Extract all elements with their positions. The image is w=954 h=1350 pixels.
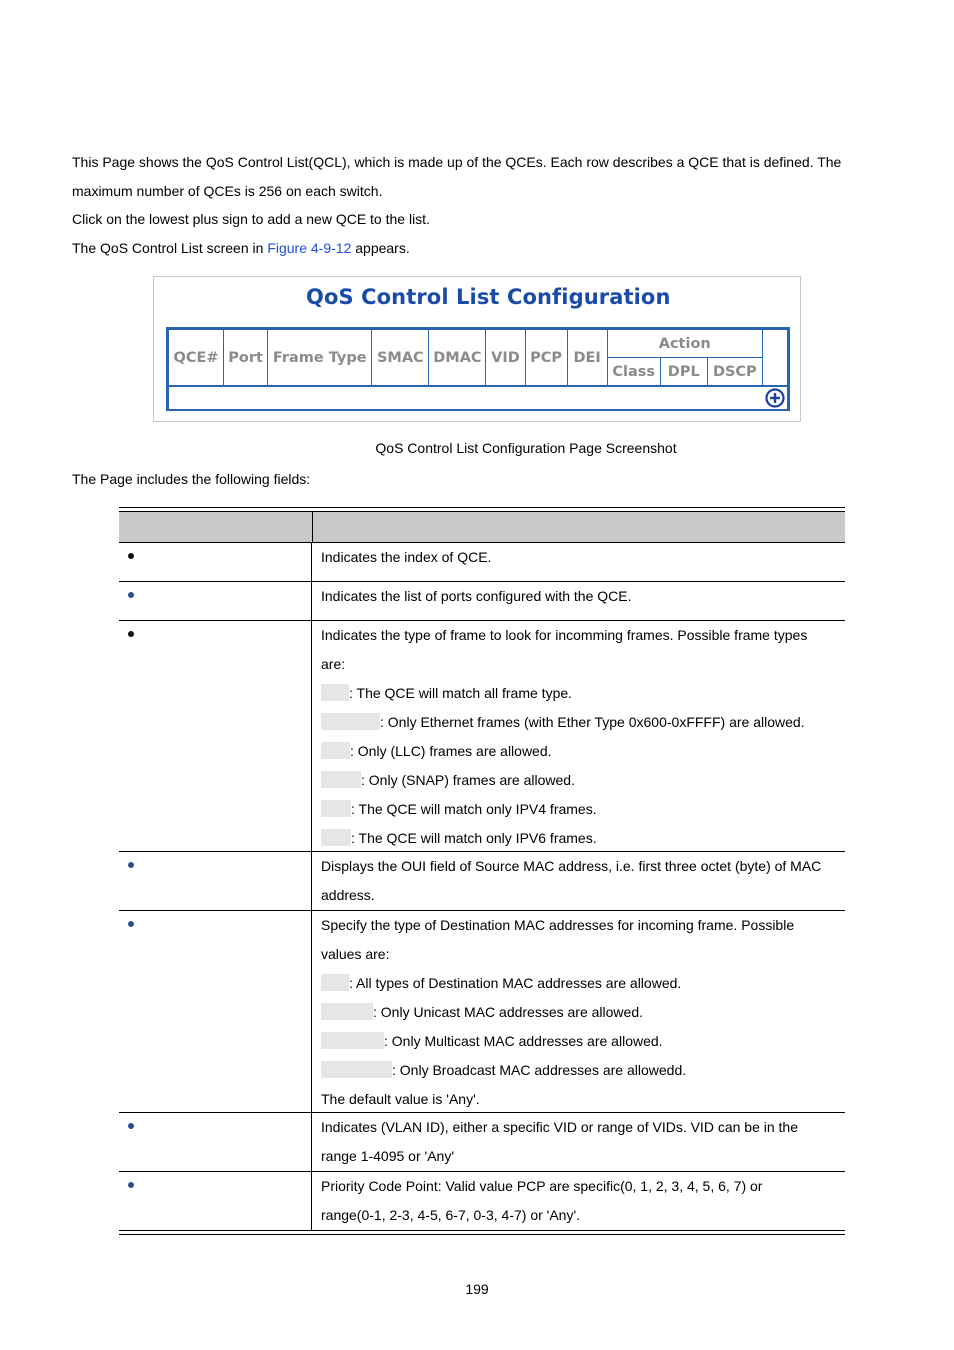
option-item: : Only (LLC) frames are allowed.: [321, 737, 845, 766]
row-description: Priority Code Point: Valid value PCP are specific(0, 1, 2, 3, 4, 5, 6, 7) or: [321, 1178, 763, 1194]
option-item: : Only Broadcast MAC addresses are allowedd.: [321, 1056, 845, 1085]
fields-intro: The Page includes the following fields:: [72, 471, 311, 487]
table-row: [119, 621, 845, 852]
col-smac: SMAC: [372, 330, 429, 387]
figure-caption: QoS Control List Configuration Page Screenshot: [375, 440, 677, 456]
option-item: : The QCE will match only IPV4 frames.: [321, 795, 845, 824]
row-default-note: The default value is 'Any'.: [321, 1091, 480, 1107]
table-row: [119, 852, 845, 911]
row-description: range(0-1, 2-3, 4-5, 6-7, 0-3, 4-7) or 'Any'.: [321, 1207, 581, 1223]
row-description: values are:: [321, 946, 390, 962]
qcl-table: [166, 327, 790, 411]
row-description: Displays the OUI field of Source MAC address, i.e. first three octet (byte) of MAC: [321, 858, 822, 874]
col-port: Port: [224, 330, 268, 387]
bullet-icon: [128, 1123, 134, 1129]
table-row: [119, 1172, 845, 1230]
col-dei: DEI: [567, 330, 607, 387]
qcl-empty-row: [169, 386, 788, 410]
col-dmac: DMAC: [429, 330, 486, 387]
row-description: Indicates (VLAN ID), either a specific VID or range of VIDs. VID can be in the: [321, 1119, 798, 1135]
qcl-screenshot: [153, 276, 801, 422]
row-description: Indicates the list of ports configured with the QCE.: [321, 588, 632, 604]
option-item: : All types of Destination MAC addresses are allowed.: [321, 969, 845, 998]
col-action: Action: [607, 330, 762, 358]
option-item: : Only Multicast MAC addresses are allowed.: [321, 1027, 845, 1056]
row-description: are:: [321, 656, 346, 672]
row-description: Indicates the index of QCE.: [321, 549, 492, 565]
row-description: address.: [321, 887, 375, 903]
table-bottom-rule: [119, 1230, 845, 1235]
intro-paragraph: This Page shows the QoS Control List(QCL), which is made up of the QCEs. Each row describes a QCE that is defined. The maximum number of QCEs is 256 on each switch.: [72, 154, 842, 199]
row-description: Indicates the type of frame to look for incomming frames. Possible frame types: [321, 627, 808, 643]
col-controls: [762, 330, 787, 387]
table-row: [119, 911, 845, 1113]
col-pcp: PCP: [525, 330, 567, 387]
figure-link[interactable]: Figure 4-9-12: [267, 240, 352, 256]
plus-circle-icon[interactable]: [765, 388, 785, 408]
option-item: : The QCE will match only IPV6 frames.: [321, 824, 845, 853]
bullet-icon: [128, 921, 134, 927]
bullet-icon: [128, 1182, 134, 1188]
row-description: range 1-4095 or 'Any': [321, 1148, 454, 1164]
col-qce: QCE#: [169, 330, 224, 387]
bullet-icon: [128, 862, 134, 868]
intro-figure-reference: The QoS Control List screen in Figure 4-9-12 appears.: [72, 240, 410, 256]
bullet-icon: [128, 553, 134, 559]
option-item: : Only Ethernet frames (with Ether Type 0x600-0xFFFF) are allowed.: [321, 708, 845, 737]
col-frame-type: Frame Type: [268, 330, 372, 387]
row-description: Specify the type of Destination MAC addresses for incoming frame. Possible: [321, 917, 795, 933]
col-class: Class: [607, 358, 660, 387]
col-dpl: DPL: [660, 358, 707, 387]
table-row: [119, 543, 845, 582]
qcl-title: QoS Control List Configuration: [306, 285, 671, 309]
page-number: 199: [465, 1281, 489, 1297]
intro-instruction: Click on the lowest plus sign to add a new QCE to the list.: [72, 211, 430, 227]
table-header: [119, 512, 845, 543]
option-item: : Only (SNAP) frames are allowed.: [321, 766, 845, 795]
option-item: : Only Unicast MAC addresses are allowed.: [321, 998, 845, 1027]
table-row: [119, 1113, 845, 1172]
table-row: [119, 582, 845, 621]
fields-table: [119, 507, 845, 1235]
col-dscp: DSCP: [707, 358, 762, 387]
col-vid: VID: [486, 330, 525, 387]
bullet-icon: [128, 592, 134, 598]
option-item: : The QCE will match all frame type.: [321, 679, 845, 708]
bullet-icon: [128, 631, 134, 637]
